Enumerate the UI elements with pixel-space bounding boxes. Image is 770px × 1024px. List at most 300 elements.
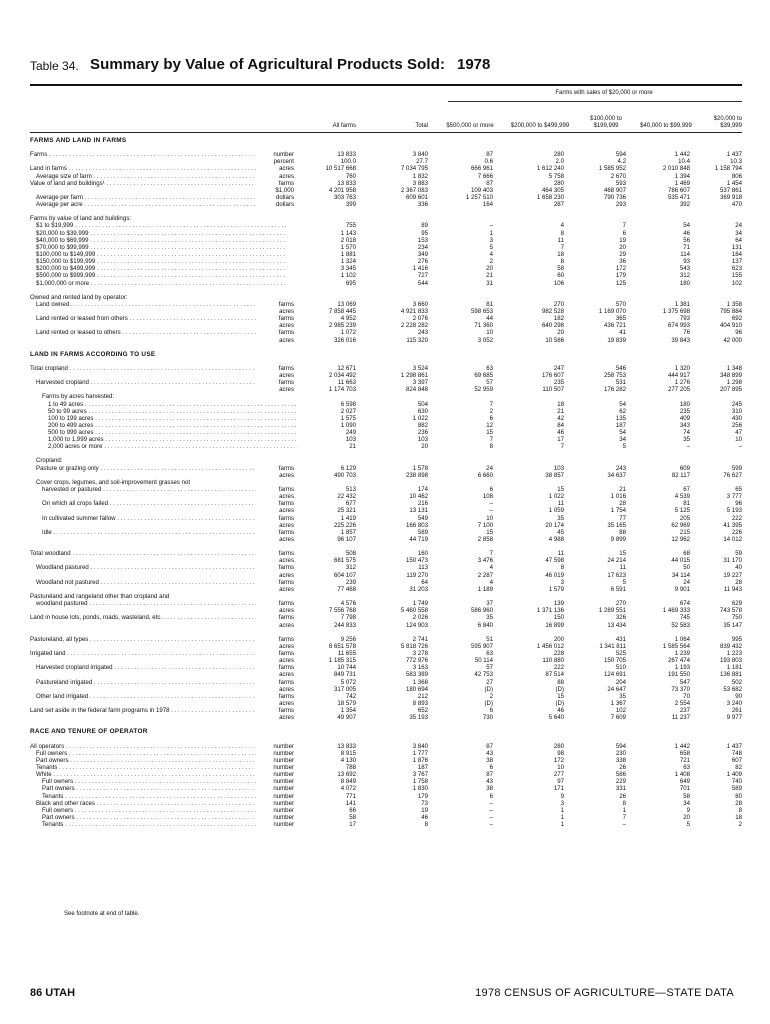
table-cell: 114 [680, 250, 690, 258]
table-cell: 141 [345, 799, 356, 807]
table-cell: 1 064 [674, 635, 690, 643]
table-cell: 1 375 698 [662, 307, 690, 315]
table-cell: 3 660 [412, 300, 428, 308]
table-cell: 786 607 [667, 186, 690, 194]
table-cell: 470 [731, 201, 742, 209]
table-cell: 139 [553, 600, 564, 608]
table-row [30, 479, 742, 486]
table-cell: 2 [489, 407, 493, 415]
table-row [30, 301, 742, 308]
table-cell: 595 907 [470, 642, 493, 650]
table-cell: 444 917 [667, 371, 690, 379]
table-cell: 1 469 [674, 179, 690, 187]
table-cell: 7 [489, 400, 493, 408]
row-label: Pastureland and rangeland other than cropland and [30, 593, 170, 601]
table-cell: 28 [619, 500, 626, 508]
table-cell: 760 [345, 172, 356, 180]
row-label: Full owners . . . [42, 807, 292, 814]
table-cell: 44 015 [671, 557, 690, 565]
table-cell: 1 158 794 [714, 165, 742, 173]
row-label: 500 to 999 acres . . . [48, 429, 298, 436]
table-cell: 1 437 [726, 742, 742, 750]
table-cell: 11 [619, 564, 626, 572]
row-unit: acres [256, 337, 294, 344]
table-cell: 531 [615, 379, 626, 387]
table-cell: 22 432 [337, 493, 356, 501]
table-cell: 510 [615, 664, 626, 672]
table-cell: 1 579 [548, 585, 564, 593]
table-cell: 1 257 510 [465, 193, 493, 201]
table-cell: 10 744 [337, 664, 356, 672]
table-row [30, 650, 742, 657]
table-cell: 21 [486, 272, 493, 280]
table-cell: 245 [731, 400, 742, 408]
page-footer-left: 86 UTAH [30, 987, 76, 999]
table-cell: 102 [615, 707, 626, 715]
table-cell: 13 833 [337, 151, 356, 159]
table-cell: 6 [489, 763, 493, 771]
table-cell: 54 [619, 429, 626, 437]
table-cell: 15 [486, 429, 493, 437]
table-cell: 35 [683, 436, 690, 444]
table-cell: 5 [686, 821, 690, 829]
table-cell: 586 960 [470, 607, 493, 615]
table-cell: 13 131 [409, 507, 428, 515]
table-cell: 21 [557, 407, 564, 415]
table-cell: 13 692 [337, 771, 356, 779]
table-cell: 2 985 239 [328, 322, 356, 330]
table-cell: 95 [421, 229, 428, 237]
table-cell: 1 876 [412, 756, 428, 764]
table-row [30, 714, 742, 721]
table-cell: 74 [683, 429, 690, 437]
row-unit: farms [256, 465, 294, 472]
table-cell: 180 694 [405, 685, 428, 693]
row-label: $1 to $19,999 . . . [36, 222, 286, 229]
table-cell: 1 289 551 [598, 607, 626, 615]
table-cell: 229 [615, 778, 626, 786]
table-cell: 1 320 [674, 364, 690, 372]
table-cell: 77 [619, 514, 626, 522]
table-cell: 21 [349, 443, 356, 451]
row-unit: farms [256, 500, 294, 507]
row-label: $20,000 to $39,999 . . . [36, 230, 286, 237]
table-cell: 1 777 [412, 749, 428, 757]
table-cell: 12 962 [671, 536, 690, 544]
table-cell: 87 [486, 151, 493, 159]
table-cell: 10 462 [409, 493, 428, 501]
table-cell: 508 [345, 550, 356, 558]
row-label: Pasture or grazing only . . . [36, 465, 286, 472]
row-label: Tenants . . . [42, 821, 292, 828]
table-row [30, 372, 742, 379]
table-cell: 26 [619, 792, 626, 800]
row-spacer [30, 629, 742, 636]
table-cell: 7 [560, 443, 564, 451]
table-cell: 52 583 [671, 621, 690, 629]
column-header-20k-39k: $20,000 to $39,999 [713, 116, 742, 129]
row-label: Value of land and buildings¹ . . . [30, 180, 280, 187]
table-cell: 35 [619, 692, 626, 700]
table-row [30, 572, 742, 579]
table-cell: 365 [615, 315, 626, 323]
table-cell: 277 [553, 771, 564, 779]
table-cell: 88 [557, 678, 564, 686]
table-cell: 1 394 [674, 172, 690, 180]
table-row [30, 187, 742, 194]
row-unit: farms [256, 301, 294, 308]
table-cell: 1 090 [340, 421, 356, 429]
table-cell: 2 018 [340, 236, 356, 244]
table-cell: 87 [486, 771, 493, 779]
table-row [30, 393, 742, 400]
table-cell: 349 [417, 250, 428, 258]
table-cell: 63 [486, 650, 493, 657]
table-cell: 31 203 [409, 585, 428, 593]
row-label: 2,000 acres or more . . . [48, 443, 298, 450]
table-cell: 41 395 [723, 521, 742, 529]
table-cell: 182 [553, 315, 564, 323]
row-unit: acres [256, 700, 294, 707]
table-cell: 110 880 [542, 657, 564, 665]
table-row [30, 215, 742, 222]
table-cell: 1 754 [610, 507, 626, 515]
table-title-text: Summary by Value of Agricultural Products Sold: [90, 56, 446, 73]
table-cell: 10.4 [678, 158, 690, 166]
table-row [30, 151, 742, 158]
table-cell: 6 [489, 414, 493, 422]
table-cell: 6 [489, 707, 493, 715]
table-cell: 303 763 [333, 193, 356, 201]
table-cell: 593 [615, 179, 626, 187]
table-cell: 4 [489, 564, 493, 572]
table-row [30, 821, 742, 828]
table-cell: 27.7 [416, 158, 428, 166]
table-row [30, 564, 742, 571]
row-label: Part owners . . . [42, 814, 292, 821]
table-cell: 11 237 [671, 714, 690, 722]
table-cell: 692 [731, 315, 742, 323]
table-cell: 727 [417, 272, 428, 280]
table-cell: 2 027 [340, 407, 356, 415]
table-row [30, 408, 742, 415]
table-cell: 34 [735, 229, 742, 237]
table-cell: 658 [679, 749, 690, 757]
row-unit: number [256, 743, 294, 750]
row-label: Harvested cropland . . . [36, 379, 286, 386]
table-cell: 37 [486, 600, 493, 608]
table-cell: 13 833 [337, 179, 356, 187]
table-cell: 43 [486, 749, 493, 757]
table-cell: 2 010 848 [662, 165, 690, 173]
span-header-rule [448, 101, 742, 102]
table-row [30, 771, 742, 778]
table-cell: 267 474 [667, 657, 690, 665]
table-cell: 11 [557, 550, 564, 558]
table-cell: 66 [349, 806, 356, 814]
table-cell: 1 367 [610, 699, 626, 707]
table-row [30, 436, 742, 443]
section-heading-text: RACE AND TENURE OF OPERATOR [30, 728, 148, 736]
table-cell: 28 [735, 578, 742, 586]
table-cell: 131 [731, 243, 742, 251]
table-cell: 790 736 [603, 193, 626, 201]
row-unit: number [256, 764, 294, 771]
row-label: Total woodland . . . [30, 550, 280, 557]
table-cell: 666 961 [470, 165, 493, 173]
table-cell: 42 753 [474, 671, 493, 679]
row-unit: acres [256, 586, 294, 593]
table-cell: 995 [731, 635, 742, 643]
table-cell: 4 921 833 [400, 307, 428, 315]
table-body [30, 137, 742, 828]
table-cell: 982 528 [541, 307, 564, 315]
table-cell: 17 [349, 821, 356, 829]
table-cell: 58 [557, 265, 564, 273]
section-heading-text: FARMS AND LAND IN FARMS [30, 137, 127, 144]
table-cell: 57 [486, 664, 493, 672]
table-row [30, 536, 742, 543]
table-row [30, 707, 742, 714]
table-cell: 73 370 [671, 685, 690, 693]
table-cell: 4 [489, 578, 493, 586]
table-cell: 14 012 [723, 536, 742, 544]
footnote-reference: See footnote at end of table. [64, 911, 140, 917]
table-cell: 5 193 [726, 507, 742, 515]
row-label: 1,000 to 1,999 acres . . . [48, 436, 298, 443]
table-cell: 50 [683, 564, 690, 572]
table-cell: 1 454 [726, 179, 742, 187]
table-cell: 5 758 [548, 172, 564, 180]
table-cell: 153 [417, 236, 428, 244]
row-unit: number [256, 800, 294, 807]
table-cell: 70 [683, 692, 690, 700]
row-label: $1,000,000 or more . . . [36, 280, 286, 287]
table-cell: 701 [679, 785, 690, 793]
table-cell: 348 899 [719, 371, 742, 379]
table-cell: 51 [486, 635, 493, 643]
table-cell: – [489, 813, 493, 821]
table-cell: 63 [683, 763, 690, 771]
table-cell: 9 977 [726, 714, 742, 722]
table-cell: 62 [619, 407, 626, 415]
table-cell: 7 [489, 550, 493, 558]
table-cell: 1 [560, 813, 564, 821]
table-row [30, 507, 742, 514]
table-cell: 490 703 [333, 471, 356, 479]
table-cell: 258 753 [603, 371, 626, 379]
table-cell: 772 976 [405, 657, 428, 665]
table-cell: (D) [555, 685, 564, 693]
row-label: Woodland not pastured . . . [36, 579, 286, 586]
table-cell: 1 419 [340, 514, 356, 522]
row-unit: number [256, 785, 294, 792]
row-label: Woodland pastured . . . [36, 564, 286, 571]
table-cell: 1 022 [412, 414, 428, 422]
table-cell: 81 [486, 300, 493, 308]
table-cell: – [489, 806, 493, 814]
table-cell: 824 848 [405, 386, 428, 394]
row-spacer [30, 344, 742, 351]
table-cell: (D) [555, 699, 564, 707]
table-cell: 113 [418, 564, 428, 572]
table-cell: 431 [615, 635, 626, 643]
table-cell: 4 072 [340, 785, 356, 793]
table-row [30, 557, 742, 564]
table-cell: 1 408 [674, 771, 690, 779]
table-row [30, 258, 742, 265]
table-cell: 8 [489, 443, 493, 451]
row-unit: number [256, 778, 294, 785]
row-unit: acres [256, 522, 294, 529]
table-cell: 6 129 [340, 464, 356, 472]
table-cell: 10 [557, 763, 564, 771]
table-cell: 176 282 [603, 386, 626, 394]
table-cell: 59 [735, 550, 742, 558]
table-cell: 839 432 [719, 642, 742, 650]
table-cell: 1 658 230 [536, 193, 564, 201]
table-cell: 26 [619, 763, 626, 771]
table-cell: 18 579 [337, 699, 356, 707]
table-cell: 2 670 [610, 172, 626, 180]
table-cell: 239 [345, 578, 356, 586]
table-cell: 586 [615, 771, 626, 779]
table-cell: 15 [557, 486, 564, 494]
table-cell: 11 [557, 236, 564, 244]
table-cell: 236 [417, 429, 428, 437]
table-cell: 795 884 [719, 307, 742, 315]
row-label: 100 to 199 acres . . . [48, 415, 298, 422]
table-cell: 96 107 [337, 536, 356, 544]
table-cell: 5 818 726 [400, 642, 428, 650]
table-title-year: 1978 [457, 56, 491, 73]
table-row [30, 165, 742, 172]
table-cell: 730 [482, 714, 493, 722]
table-cell: 326 [615, 614, 626, 622]
table-cell: 2 554 [674, 699, 690, 707]
table-cell: 98 [557, 749, 564, 757]
table-cell: 9 [560, 792, 564, 800]
row-spacer [30, 736, 742, 743]
table-cell: 1 585 952 [598, 165, 626, 173]
table-cell: 3 777 [726, 493, 742, 501]
table-row [30, 415, 742, 422]
table-cell: 1 358 [726, 300, 742, 308]
table-row [30, 671, 742, 678]
table-cell: 150 473 [405, 557, 428, 565]
row-spacer [30, 208, 742, 215]
table-cell: 35 165 [607, 521, 626, 529]
table-cell: 1 348 [726, 364, 742, 372]
table-cell: 8 [622, 799, 626, 807]
row-label: Full owners . . . [36, 750, 286, 757]
table-cell: 8 [560, 229, 564, 237]
table-cell: – [489, 507, 493, 515]
table-cell: 7 [560, 243, 564, 251]
table-cell: – [686, 443, 690, 451]
table-cell: 589 [417, 528, 428, 536]
table-cell: 7 [622, 813, 626, 821]
table-row [30, 500, 742, 507]
table-cell: 409 [679, 414, 690, 422]
table-cell: 5 125 [674, 507, 690, 515]
column-header-200k-499k: $200,000 to $499,999 [510, 123, 570, 129]
table-row [30, 386, 742, 393]
row-label: Average per farm . . . [36, 194, 286, 201]
table-cell: 4 988 [548, 536, 564, 544]
table-cell: 71 [683, 243, 690, 251]
row-label: Other land irrigated . . . [36, 693, 286, 700]
table-cell: 7 556 768 [328, 607, 356, 615]
table-cell: 8 651 578 [328, 642, 356, 650]
table-cell: 0.6 [484, 158, 493, 166]
table-cell: 293 [615, 201, 626, 209]
table-cell: 47 [735, 429, 742, 437]
table-cell: 652 [417, 707, 428, 715]
table-cell: 109 403 [470, 186, 493, 194]
table-cell: 10 517 668 [325, 165, 356, 173]
table-cell: 57 [486, 379, 493, 387]
table-cell: 2 [489, 692, 493, 700]
table-cell: 20 [557, 329, 564, 337]
table-cell: 8 [560, 564, 564, 572]
table-cell: 19 227 [723, 571, 742, 579]
table-cell: 238 898 [405, 471, 428, 479]
table-cell: 740 [731, 778, 742, 786]
table-cell: 222 [731, 514, 742, 522]
table-row [30, 622, 742, 629]
table-cell: 180 [679, 400, 690, 408]
table-row [30, 814, 742, 821]
column-header-40k-99k: $40,000 to $99,999 [640, 123, 692, 129]
row-unit: farms [256, 664, 294, 671]
table-cell: 7 034 795 [400, 165, 428, 173]
table-row [30, 365, 742, 372]
table-cell: 93 [683, 258, 690, 266]
table-cell: 10 [486, 329, 493, 337]
table-cell: 3 [560, 578, 564, 586]
table-cell: 312 [345, 564, 356, 572]
table-cell: 54 [619, 400, 626, 408]
table-cell: 179 [417, 792, 428, 800]
table-cell: 8 915 [340, 749, 356, 757]
table-cell: 430 [731, 414, 742, 422]
table-cell: 193 803 [719, 657, 742, 665]
table-row [30, 180, 742, 187]
table-cell: 82 [735, 763, 742, 771]
table-cell: 8 849 [340, 778, 356, 786]
table-cell: 537 861 [719, 186, 742, 194]
table-cell: 5 [489, 243, 493, 251]
table-cell: 106 [553, 279, 564, 287]
table-cell: 180 [679, 279, 690, 287]
section-heading-text: LAND IN FARMS ACCORDING TO USE [30, 350, 156, 358]
table-cell: 87 [486, 742, 493, 750]
table-cell: 249 [345, 429, 356, 437]
table-cell: 1 072 [340, 329, 356, 337]
section-heading [30, 351, 742, 358]
table-cell: 58 [683, 792, 690, 800]
table-cell: 235 [679, 407, 690, 415]
table-cell: 176 607 [541, 371, 564, 379]
row-label: Black and other races . . . [36, 800, 286, 807]
table-row [30, 700, 742, 707]
row-label: Irrigated land . . . [30, 650, 280, 657]
table-cell: 788 [345, 763, 356, 771]
table-cell: (D) [484, 699, 493, 707]
table-cell: 1 416 [412, 265, 428, 273]
table-cell: 29 [619, 250, 626, 258]
